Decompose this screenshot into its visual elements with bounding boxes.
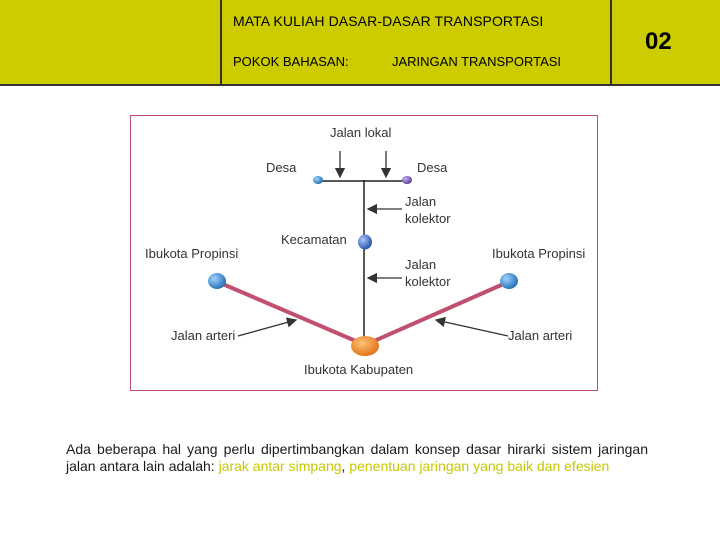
label-jalan-kolektor-lower-1: Jalan bbox=[405, 257, 437, 272]
label-ibukota-propinsi-right: Ibukota Propinsi bbox=[492, 246, 586, 261]
label-jalan-kolektor-upper-2: kolektor bbox=[405, 211, 451, 226]
arrow-arteri-right bbox=[436, 320, 508, 336]
label-jalan-kolektor-upper-1: Jalan bbox=[405, 194, 437, 209]
highlight-jarak-antar-simpang: jarak antar simpang bbox=[218, 458, 342, 474]
label-desa-left: Desa bbox=[266, 160, 297, 175]
label-jalan-arteri-right: Jalan arteri bbox=[508, 328, 573, 343]
desa-left-node bbox=[313, 176, 323, 184]
kecamatan-node bbox=[358, 235, 372, 250]
topic-label: POKOK BAHASAN: bbox=[233, 54, 349, 69]
label-desa-right: Desa bbox=[417, 160, 448, 175]
ibukota-propinsi-right-node bbox=[500, 273, 518, 289]
label-ibukota-kabupaten: Ibukota Kabupaten bbox=[304, 362, 414, 377]
label-jalan-kolektor-lower-2: kolektor bbox=[405, 274, 451, 289]
label-jalan-lokal: Jalan lokal bbox=[330, 125, 392, 140]
body-text-main: Ada beberapa hal yang perlu dipertimbangkan dalam konsep dasar hirarki sistem jaringan jalan antara lain adalah: bbox=[66, 441, 648, 474]
arrow-arteri-left bbox=[238, 320, 296, 336]
ibukota-propinsi-left-node bbox=[208, 273, 226, 289]
label-jalan-arteri-left: Jalan arteri bbox=[171, 328, 236, 343]
arteri-line-right bbox=[365, 282, 508, 345]
topic-value: JARINGAN TRANSPORTASI bbox=[392, 54, 562, 69]
desa-right-node bbox=[402, 176, 412, 184]
ibukota-kabupaten-node bbox=[351, 336, 379, 356]
course-title: MATA KULIAH DASAR-DASAR TRANSPORTASI bbox=[233, 13, 544, 29]
body-separator: , bbox=[341, 458, 350, 474]
label-kecamatan: Kecamatan bbox=[281, 232, 347, 247]
highlight-penentuan-jaringan: penentuan jaringan yang baik dan efesien bbox=[349, 458, 610, 474]
body-paragraph bbox=[66, 441, 648, 475]
slide-number: 02 bbox=[645, 28, 672, 55]
label-ibukota-propinsi-left: Ibukota Propinsi bbox=[145, 246, 239, 261]
